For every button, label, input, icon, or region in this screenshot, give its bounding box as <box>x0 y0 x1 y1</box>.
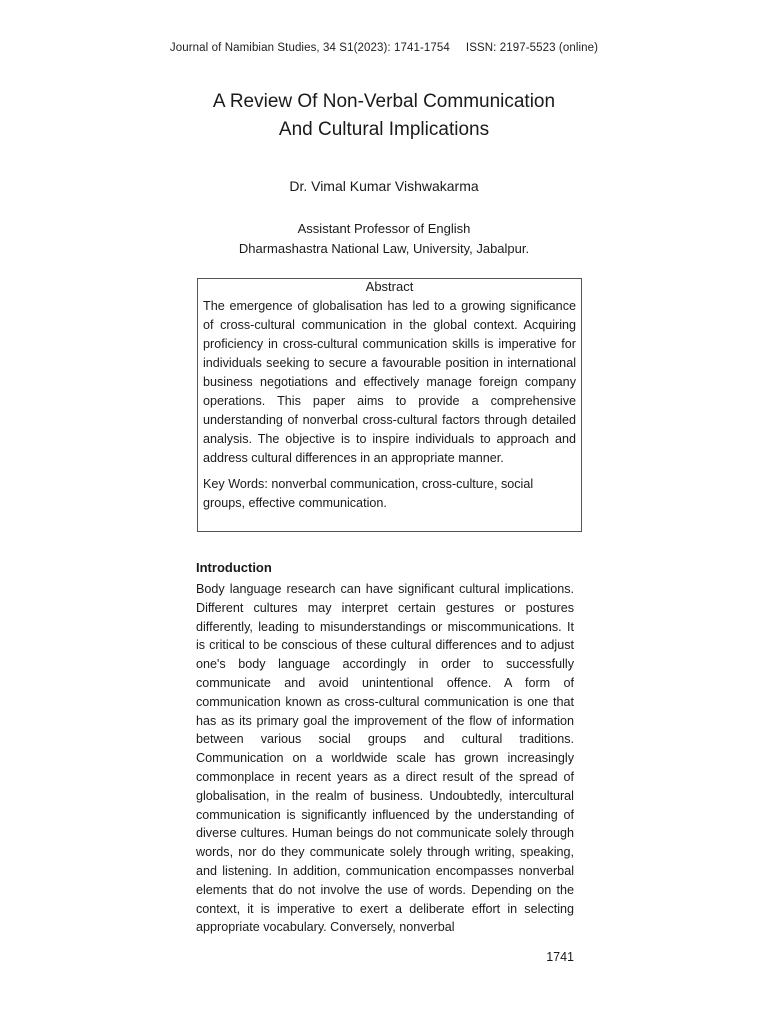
introduction-text: Body language research can have significant cultural implications. Different cultures may interpret certain gestures or postures differently, leading to misunderstandings or miscommunications. It is critical to be conscious of these cultural differences and to adjust one's body language accordingly in order to successfully communicate and avoid unintentional offence. A form of communication known as cross-cultural communication is one that has as its primary goal the improvement of the flow of information between various social groups and cultural traditions. Communication on a worldwide scale has grown increasingly commonplace in recent years as a direct result of the spread of globalisation, in the realm of business. Undoubtedly, intercultural communication is significantly influenced by the understanding of diverse cultures. Human beings do not communicate solely through words, nor do they communicate solely through writing, speaking, and listening. In addition, communication encompasses nonverbal elements that do not involve the use of words. Depending on the context, it is imperative to exert a deliberate effort in selecting appropriate vocabulary. Conversely, nonverbal <box>196 582 574 935</box>
author-affiliation <box>0 219 768 259</box>
abstract-box <box>197 278 582 532</box>
paper-title <box>0 88 768 144</box>
introduction-heading: Introduction <box>196 560 272 575</box>
journal-citation: Journal of Namibian Studies, 34 S1(2023): 1741-1754 <box>169 42 450 54</box>
running-header <box>0 42 768 54</box>
page-number: 1741 <box>546 950 574 964</box>
affiliation-institution: Dharmashastra National Law, University, Jabalpur. <box>238 241 530 256</box>
title-line-2: And Cultural Implications <box>278 119 490 140</box>
keywords: Key Words: nonverbal communication, cross-culture, social groups, effective communication. <box>203 477 534 510</box>
title-line-1: A Review Of Non-Verbal Communication <box>212 91 556 112</box>
abstract-heading: Abstract <box>365 279 414 294</box>
issn: ISSN: 2197-5523 (online) <box>465 42 599 54</box>
author-name: Dr. Vimal Kumar Vishwakarma <box>289 178 479 194</box>
abstract-text: The emergence of globalisation has led to a growing significance of cross-cultural communication in the global context. Acquiring proficiency in cross-cultural communication skills is imperative for individuals seeking to secure a favourable position in international business negotiations and effectively manage foreign company operations. This paper aims to provide a comprehensive understanding of nonverbal cross-cultural factors through detailed analysis. The objective is to inspire individuals to approach and address cultural differences in an appropriate manner. <box>203 299 576 465</box>
affiliation-position: Assistant Professor of English <box>297 221 471 236</box>
